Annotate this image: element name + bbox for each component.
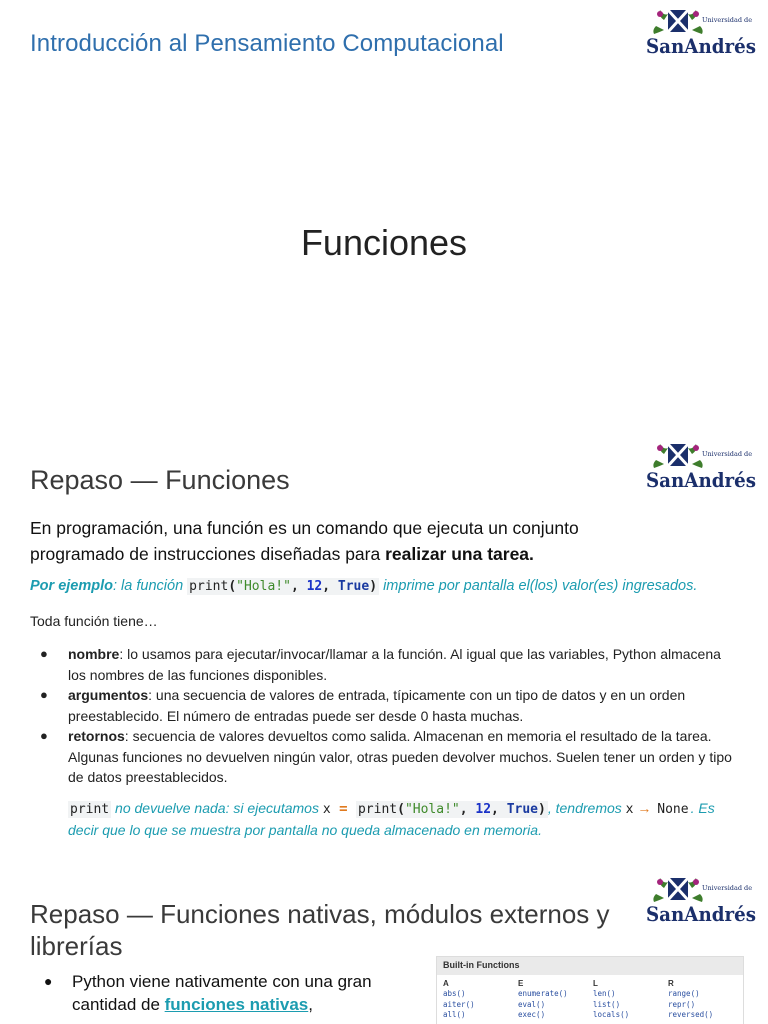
list-item [30,644,740,685]
builtin-fn-link[interactable]: all() [443,1010,466,1019]
logo-small-text: Universidad de [702,884,753,892]
builtin-functions-table [436,956,744,1024]
note-none: None [657,802,689,817]
logo-graphic [644,874,758,930]
logo-big-text: SanAndrés [646,902,756,926]
bullet-icon: ● [40,687,48,702]
code-number: 12 [475,802,492,817]
logo-graphic [644,6,758,62]
code-keyword: True [506,802,539,817]
code-fn: print [189,579,229,594]
code-open: ( [228,579,237,594]
note-var: x [625,802,634,817]
bullet-post: , [308,995,313,1014]
bullet-icon: ● [40,646,48,661]
builtin-fn-link[interactable]: reversed() [668,1010,714,1019]
example-mid: : la función [113,578,188,594]
logo-small-text: Universidad de [702,16,753,24]
builtin-fn-link[interactable]: len() [593,989,616,998]
bullet-pre: Python viene nativamente con una gran cantidad de [72,972,372,1014]
list-item [30,726,740,788]
column-letter: R [668,979,674,988]
code-close: ) [369,579,378,594]
bullet-text [44,970,384,1016]
bullet-text: : lo usamos para ejecutar/invocar/llamar a la función. Al igual que las variables, Python almacena los nombres de las funciones disponibles. [68,646,721,683]
builtin-column [593,979,668,1021]
code-keyword: True [337,579,370,594]
builtin-fn-link[interactable]: locals() [593,1010,630,1019]
builtin-fn-link[interactable]: repr() [668,999,696,1009]
university-logo [644,874,758,930]
funciones-nativas-link[interactable]: funciones nativas [164,995,309,1014]
example-lead: Por ejemplo [30,578,113,594]
code-string: "Hola!" [404,802,460,817]
bullet-text: : una secuencia de valores de entrada, típicamente con un tipo de datos y en un orden preestablecido. El número de entradas puede ser desde 0 hasta muchas. [68,687,686,724]
column-letter: L [593,979,598,988]
example-tail: imprime por pantalla el(los) valor(es) ingresados. [379,578,698,594]
builtin-column [443,979,518,1021]
note-text: , tendremos [547,800,626,816]
bullet-term: argumentos [68,687,149,703]
example-code [187,578,379,595]
builtin-column [668,979,743,1021]
university-logo [644,440,758,496]
column-letter: A [443,979,449,988]
list-item [30,685,740,726]
bullet-term: nombre [68,646,120,662]
slide-nativas [0,864,768,1024]
example-line [30,578,750,594]
note-code-print: print [70,802,110,817]
slide-title [0,0,768,430]
note-text: . Es decir que lo que se muestra por pantalla no queda almacenado en memoria. [68,800,715,838]
bullet-term: retornos [68,728,125,744]
slide-main-title: Funciones [300,222,468,263]
code-string: "Hola!" [236,579,291,594]
note-text: no devuelve nada: si ejecutamos [111,800,323,816]
column-letter: E [518,979,524,988]
builtin-fn-link[interactable]: aiter() [443,999,475,1009]
builtin-fn-link[interactable]: exec() [518,1010,546,1019]
intro-bold: realizar una tarea. [385,544,534,564]
code-comma: , [491,802,507,817]
course-header: Introducción al Pensamiento Computacional [30,30,504,57]
slide-title-nativas: Repaso — Funciones nativas, módulos externos y librerías [30,899,610,961]
note-code [356,801,548,818]
builtin-fn-link[interactable]: eval() [518,999,546,1009]
code-number: 12 [306,579,323,594]
toda-funcion-text: Toda función tiene… [30,613,158,629]
code-fn: print [357,802,398,817]
code-comma: , [322,579,338,594]
logo-big-text: SanAndrés [646,34,756,58]
bullet-text: : secuencia de valores devueltos como salida. Almacenan en memoria el resultado de la tarea. Algunas funciones no devuelven ningún valor, otras pueden devolver muchos. Suelen tener un orden y tipo de datos preestablecidos. [68,728,732,785]
university-logo [644,6,758,62]
code-open: ( [397,802,405,817]
logo-graphic [644,440,758,496]
function-parts-list [30,644,740,788]
intro-text: En programación, una función es un comando que ejecuta un conjunto programado de instrucciones diseñadas para [30,518,579,564]
builtin-table-header: Built-in Functions [437,957,743,975]
print-note [68,798,748,841]
intro-paragraph [30,515,650,567]
logo-big-text: SanAndrés [646,468,756,492]
arrow-icon: → [633,800,656,816]
bullet-icon: ● [44,973,53,989]
builtin-fn-link[interactable]: list() [593,999,621,1009]
slide-funciones [0,432,768,862]
builtin-fn-link[interactable]: enumerate() [518,989,568,998]
note-equals: = [330,801,356,817]
note-var: x [322,802,331,817]
bullet-icon: ● [40,728,48,743]
builtin-column [518,979,593,1021]
code-comma: , [290,579,307,594]
builtin-fn-link[interactable]: abs() [443,989,466,998]
code-close: ) [538,802,546,817]
slide-title-repaso: Repaso — Funciones [30,465,290,495]
list-item [44,970,384,1016]
code-comma: , [459,802,476,817]
builtin-fn-link[interactable]: range() [668,989,700,998]
logo-small-text: Universidad de [702,450,753,458]
